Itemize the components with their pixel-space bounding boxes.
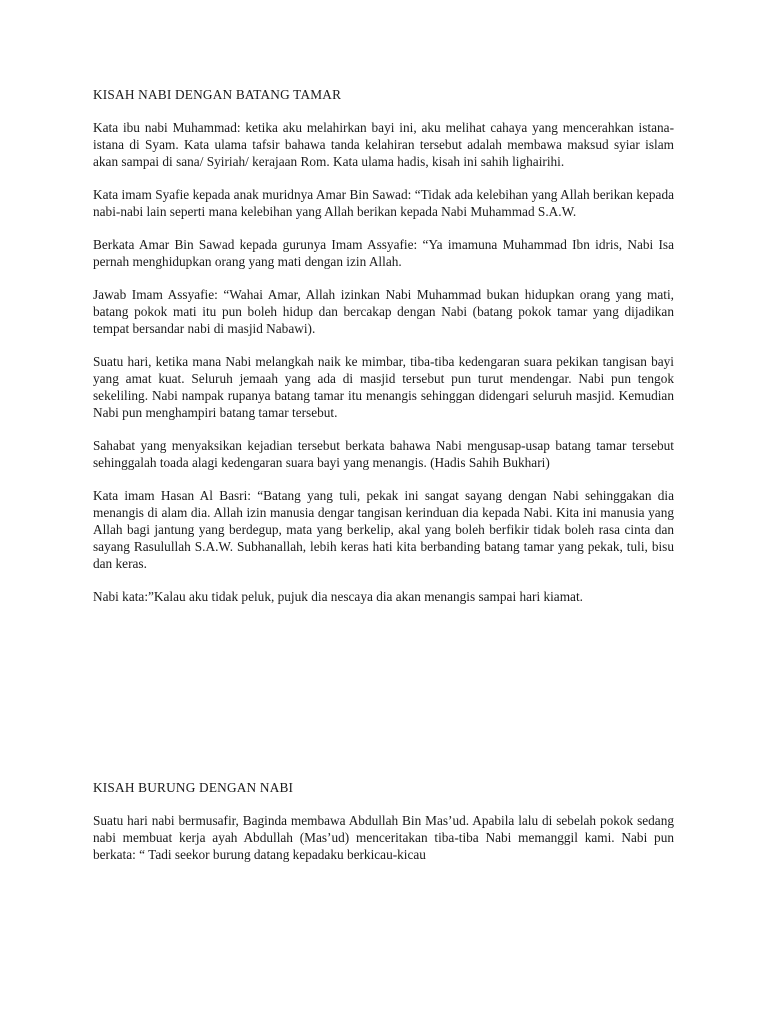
document-page [93,86,674,863]
paragraph: Nabi kata:”Kalau aku tidak peluk, pujuk dia nescaya dia akan menangis sampai hari kiamat. [93,589,583,604]
paragraph: Suatu hari nabi bermusafir, Baginda membawa Abdullah Bin Mas’ud. Apabila lalu di sebelah pokok sedang nabi membuat kerja ayah Abdullah (Mas’ud) menceritakan tiba-tiba Nabi memanggil kami. Nabi pun berkata: “ Tadi seekor burung datang kepadaku berkicau-kicau [93,813,674,862]
paragraph: Kata ibu nabi Muhammad: ketika aku melahirkan bayi ini, aku melihat cahaya yang mencerahkan istana-istana di Syam. Kata ulama tafsir bahawa tanda kelahiran tersebut adalah membawa maksud syiar islam akan sampai di sana/ Syiriah/ kerajaan Rom. Kata ulama hadis, kisah ini sahih lighairihi. [93,120,674,169]
paragraph: Kata imam Syafie kepada anak muridnya Amar Bin Sawad: “Tidak ada kelebihan yang Allah berikan kepada nabi-nabi lain seperti mana kelebihan yang Allah berikan kepada Nabi Muhammad S.A.W. [93,187,674,219]
paragraph: Berkata Amar Bin Sawad kepada gurunya Imam Assyafie: “Ya imamuna Muhammad Ibn idris, Nabi Isa pernah menghidupkan orang yang mati dengan izin Allah. [93,237,674,269]
paragraph: Jawab Imam Assyafie: “Wahai Amar, Allah izinkan Nabi Muhammad bukan hidupkan orang yang mati, batang pokok mati itu pun boleh hidup dan bercakap dengan Nabi (batang pokok tamar yang dijadikan tempat bersandar nabi di masjid Nabawi). [93,287,674,336]
story-section-batang-tamar [93,86,674,605]
paragraph: Suatu hari, ketika mana Nabi melangkah naik ke mimbar, tiba-tiba kedengaran suara pekikan tangisan bayi yang amat kuat. Seluruh jemaah yang ada di masjid tersebut pun turut mendengar. Nabi pun tengok sekeliling. Nabi nampak rupanya batang tamar itu menangis sehinggan didengari seluruh masjid. Kemudian Nabi pun menghampiri batang tamar tersebut. [93,354,674,420]
paragraph: Kata imam Hasan Al Basri: “Batang yang tuli, pekak ini sangat sayang dengan Nabi sehinggakan dia menangis di alam dia. Allah izin manusia dengar tangisan kerinduan dia kepada Nabi. Kita ini manusia yang Allah bagi jantung yang berdegup, mata yang berkelip, akal yang boleh berfikir tidak boleh rasa cinta dan sayang Rasulullah S.A.W. Subhanallah, lebih keras hati kita berbanding batang tamar yang pekak, tuli, bisu dan keras. [93,488,674,571]
paragraph: Sahabat yang menyaksikan kejadian tersebut berkata bahawa Nabi mengusap-usap batang tamar tersebut sehinggalah toada alagi kedengaran suara bayi yang menangis. (Hadis Sahih Bukhari) [93,438,674,470]
blank-space [93,621,674,779]
section-title: KISAH NABI DENGAN BATANG TAMAR [93,87,342,102]
story-section-burung [93,779,674,863]
section-title: KISAH BURUNG DENGAN NABI [93,780,294,795]
